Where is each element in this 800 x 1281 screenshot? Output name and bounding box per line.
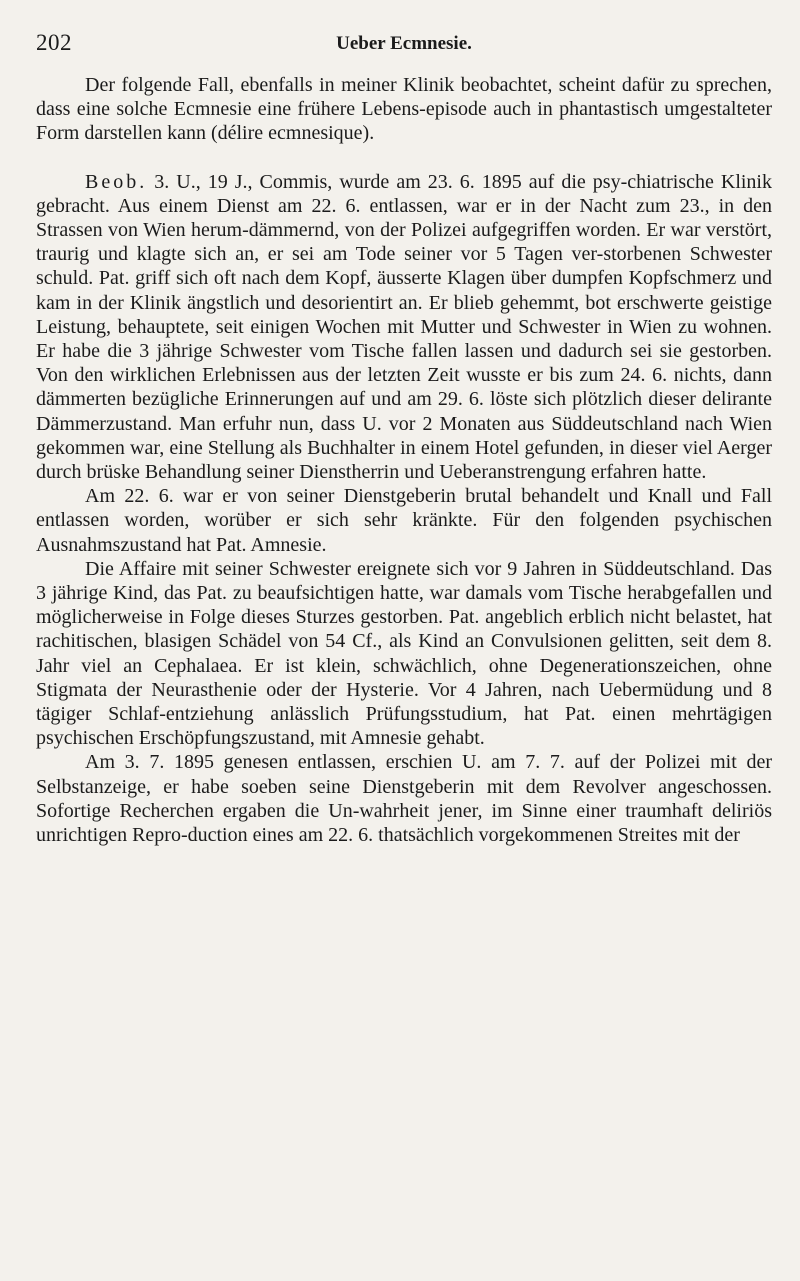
observation-text: 3. U., 19 J., Commis, wurde am 23. 6. 1895 auf die psy-chiatrische Klinik gebracht. Aus einem Dienst am 22. 6. entlassen, war er in der Nacht zum 23., in den Strassen von Wien herum-dämmernd, von der Polizei aufgegriffen worden. Er war verstört, traurig und klagte sich an, er sei am Tode seiner vor 5 Tagen ver-storbenen Schwester schuld. Pat. griff sich oft nach dem Kopf, äusserte Klagen über dumpfen Kopfschmerz und kam in der Klinik ängstlich und desorientirt an. Er blieb gehemmt, bot erschwerte geistige Leistung, behauptete, seit einigen Wochen mit Mutter und Schwester in Wien zu wohnen. Er habe die 3 jährige Schwester vom Tische fallen lassen und dadurch sei sie gestorben. Von den wirklichen Erlebnissen aus der letzten Zeit wusste er bis zum 24. 6. nichts, dann dämmerten bezügliche Erinnerungen auf und am 29. 6. löste sich plötzlich dieser delirante Dämmerzustand. Man erfuhr nun, dass U. vor 2 Monaten aus Süddeutschland nach Wien gekommen war, eine Stellung als Buchhalter in einem Hotel gefunden, in dieser viel Aerger durch brüske Behandlung seiner Dienstherrin und Ueberanstrengung erfahren hatte. [36, 170, 772, 484]
running-title: Ueber Ecmnesie. [336, 33, 472, 54]
paragraph-outcome: Am 3. 7. 1895 genesen entlassen, erschien U. am 7. 7. auf der Polizei mit der Selbstanzeige, er habe soeben seine Dienstgeberin mit dem Revolver angeschossen. Sofortige Recherchen ergaben die Un-wahrheit jener, im Sinne einer traumhaft deliriös unrichtigen Repro-duction eines am 22. 6. thatsächlich vorgekommenen Streites mit der [36, 751, 772, 847]
paragraph-observation [36, 170, 772, 485]
paragraph-dismissal: Am 22. 6. war er von seiner Dienstgeberin brutal behandelt und Knall und Fall entlassen worden, worüber er sich sehr kränkte. Für den folgenden psychischen Ausnahmszustand hat Pat. Amnesie. [36, 485, 772, 556]
book-page [36, 0, 772, 1281]
page-number: 202 [36, 30, 72, 55]
paragraph-intro: Der folgende Fall, ebenfalls in meiner Klinik beobachtet, scheint dafür zu sprechen, dass eine solche Ecmnesie eine frühere Lebens-episode auch in phantastisch umgestalteter Form darstellen kann (délire ecmnesique). [36, 74, 772, 145]
page-header [36, 30, 772, 60]
body-text [36, 73, 772, 847]
observation-label: Beob. [85, 170, 148, 193]
paragraph-history: Die Affaire mit seiner Schwester ereignete sich vor 9 Jahren in Süddeutschland. Das 3 jährige Kind, das Pat. zu beaufsichtigen hatte, war damals vom Tische herabgefallen und möglicherweise in Folge dieses Sturzes gestorben. Pat. angeblich erblich nicht belastet, hat rachitischen, blasigen Schädel von 54 Cf., als Kind an Convulsionen gelitten, seit dem 8. Jahr viel an Cephalaea. Er ist klein, schwächlich, ohne Degenerationszeichen, ohne Stigmata der Neurasthenie oder der Hysterie. Vor 4 Jahren, nach Uebermüdung und 8 tägiger Schlaf-entziehung anlässlich Prüfungsstudium, hat Pat. einen mehrtägigen psychischen Erschöpfungszustand, mit Amnesie gehabt. [36, 557, 772, 750]
